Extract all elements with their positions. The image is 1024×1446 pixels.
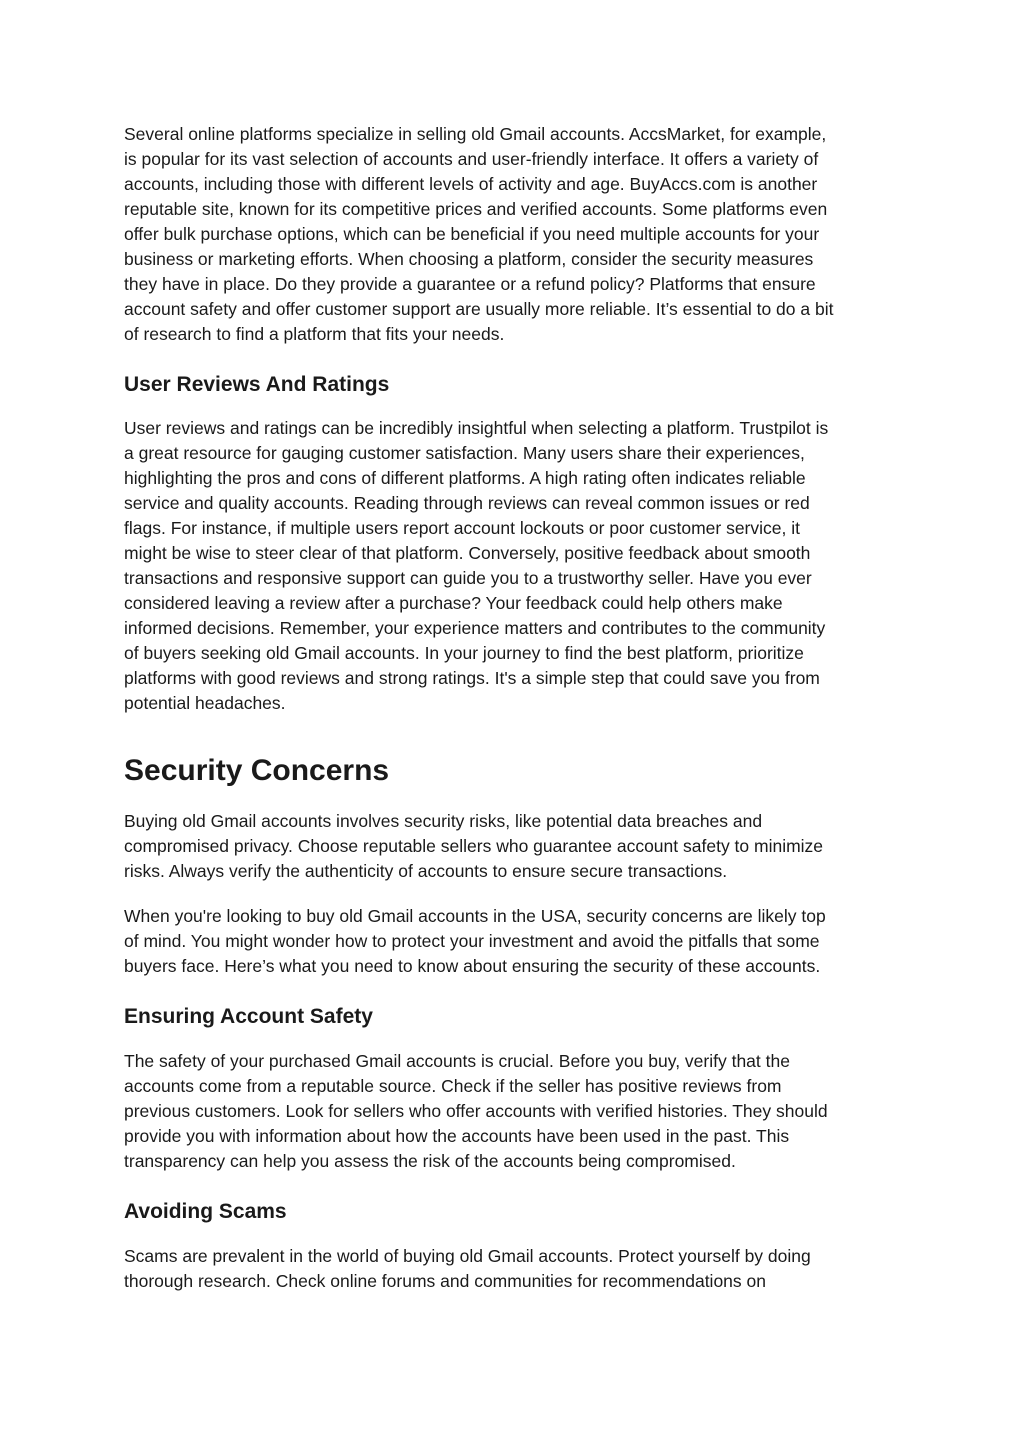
security-paragraph-1: Buying old Gmail accounts involves security risks, like potential data breaches and compromised privacy. Choose reputable sellers who guarantee account safety to minimize risks. Always verify the authenticity of accounts to ensure secure transactions. (124, 811, 824, 881)
reviews-paragraph: User reviews and ratings can be incredibly insightful when selecting a platform. Trustpilot is a great resource for gauging customer satisfaction. Many users share their experiences, highlighting the pros and cons of different platforms. A high rating often indicates reliable service and quality accounts. Reading through reviews can reveal common issues or red flags. For instance, if multiple users report account lockouts or poor customer service, it might be wise to steer clear of that platform. Conversely, positive feedback about smooth transactions and responsive support can guide you to a trustworthy seller. Have you ever considered leaving a review after a purchase? Your feedback could help others make informed decisions. Remember, your experience matters and contributes to the community of buyers seeking old Gmail accounts. In your journey to find the best platform, prioritize platforms with good reviews and strong ratings. It's a simple step that could save you from potential headaches. (124, 418, 829, 713)
safety-paragraph: The safety of your purchased Gmail accounts is crucial. Before you buy, verify that the accounts come from a reputable source. Check if the seller has positive reviews from previous customers. Look for sellers who offer accounts with verified histories. They should provide you with information about how the accounts have been used in the past. This transparency can help you assess the risk of the accounts being compromised. (124, 1051, 828, 1171)
document-page (124, 122, 904, 1294)
reviews-heading: User Reviews And Ratings (124, 373, 390, 396)
security-heading: Security Concerns (124, 754, 390, 787)
intro-paragraph: Several online platforms specialize in selling old Gmail accounts. AccsMarket, for example, is popular for its vast selection of accounts and user-friendly interface. It offers a variety of accounts, including those with different levels of activity and age. BuyAccs.com is another reputable site, known for its competitive prices and verified accounts. Some platforms even offer bulk purchase options, which can be beneficial if you need multiple accounts for your business or marketing efforts. When choosing a platform, consider the security measures they have in place. Do they provide a guarantee or a refund policy? Platforms that ensure account safety and offer customer support are usually more reliable. It’s essential to do a bit of research to find a platform that fits your needs. (124, 124, 834, 344)
security-paragraph-2: When you're looking to buy old Gmail accounts in the USA, security concerns are likely top of mind. You might wonder how to protect your investment and avoid the pitfalls that some buyers face. Here’s what you need to know about ensuring the security of these accounts. (124, 906, 826, 976)
scams-paragraph: Scams are prevalent in the world of buying old Gmail accounts. Protect yourself by doing thorough research. Check online forums and communities for recommendations on (124, 1246, 811, 1291)
scams-heading: Avoiding Scams (124, 1200, 287, 1223)
safety-heading: Ensuring Account Safety (124, 1005, 373, 1028)
